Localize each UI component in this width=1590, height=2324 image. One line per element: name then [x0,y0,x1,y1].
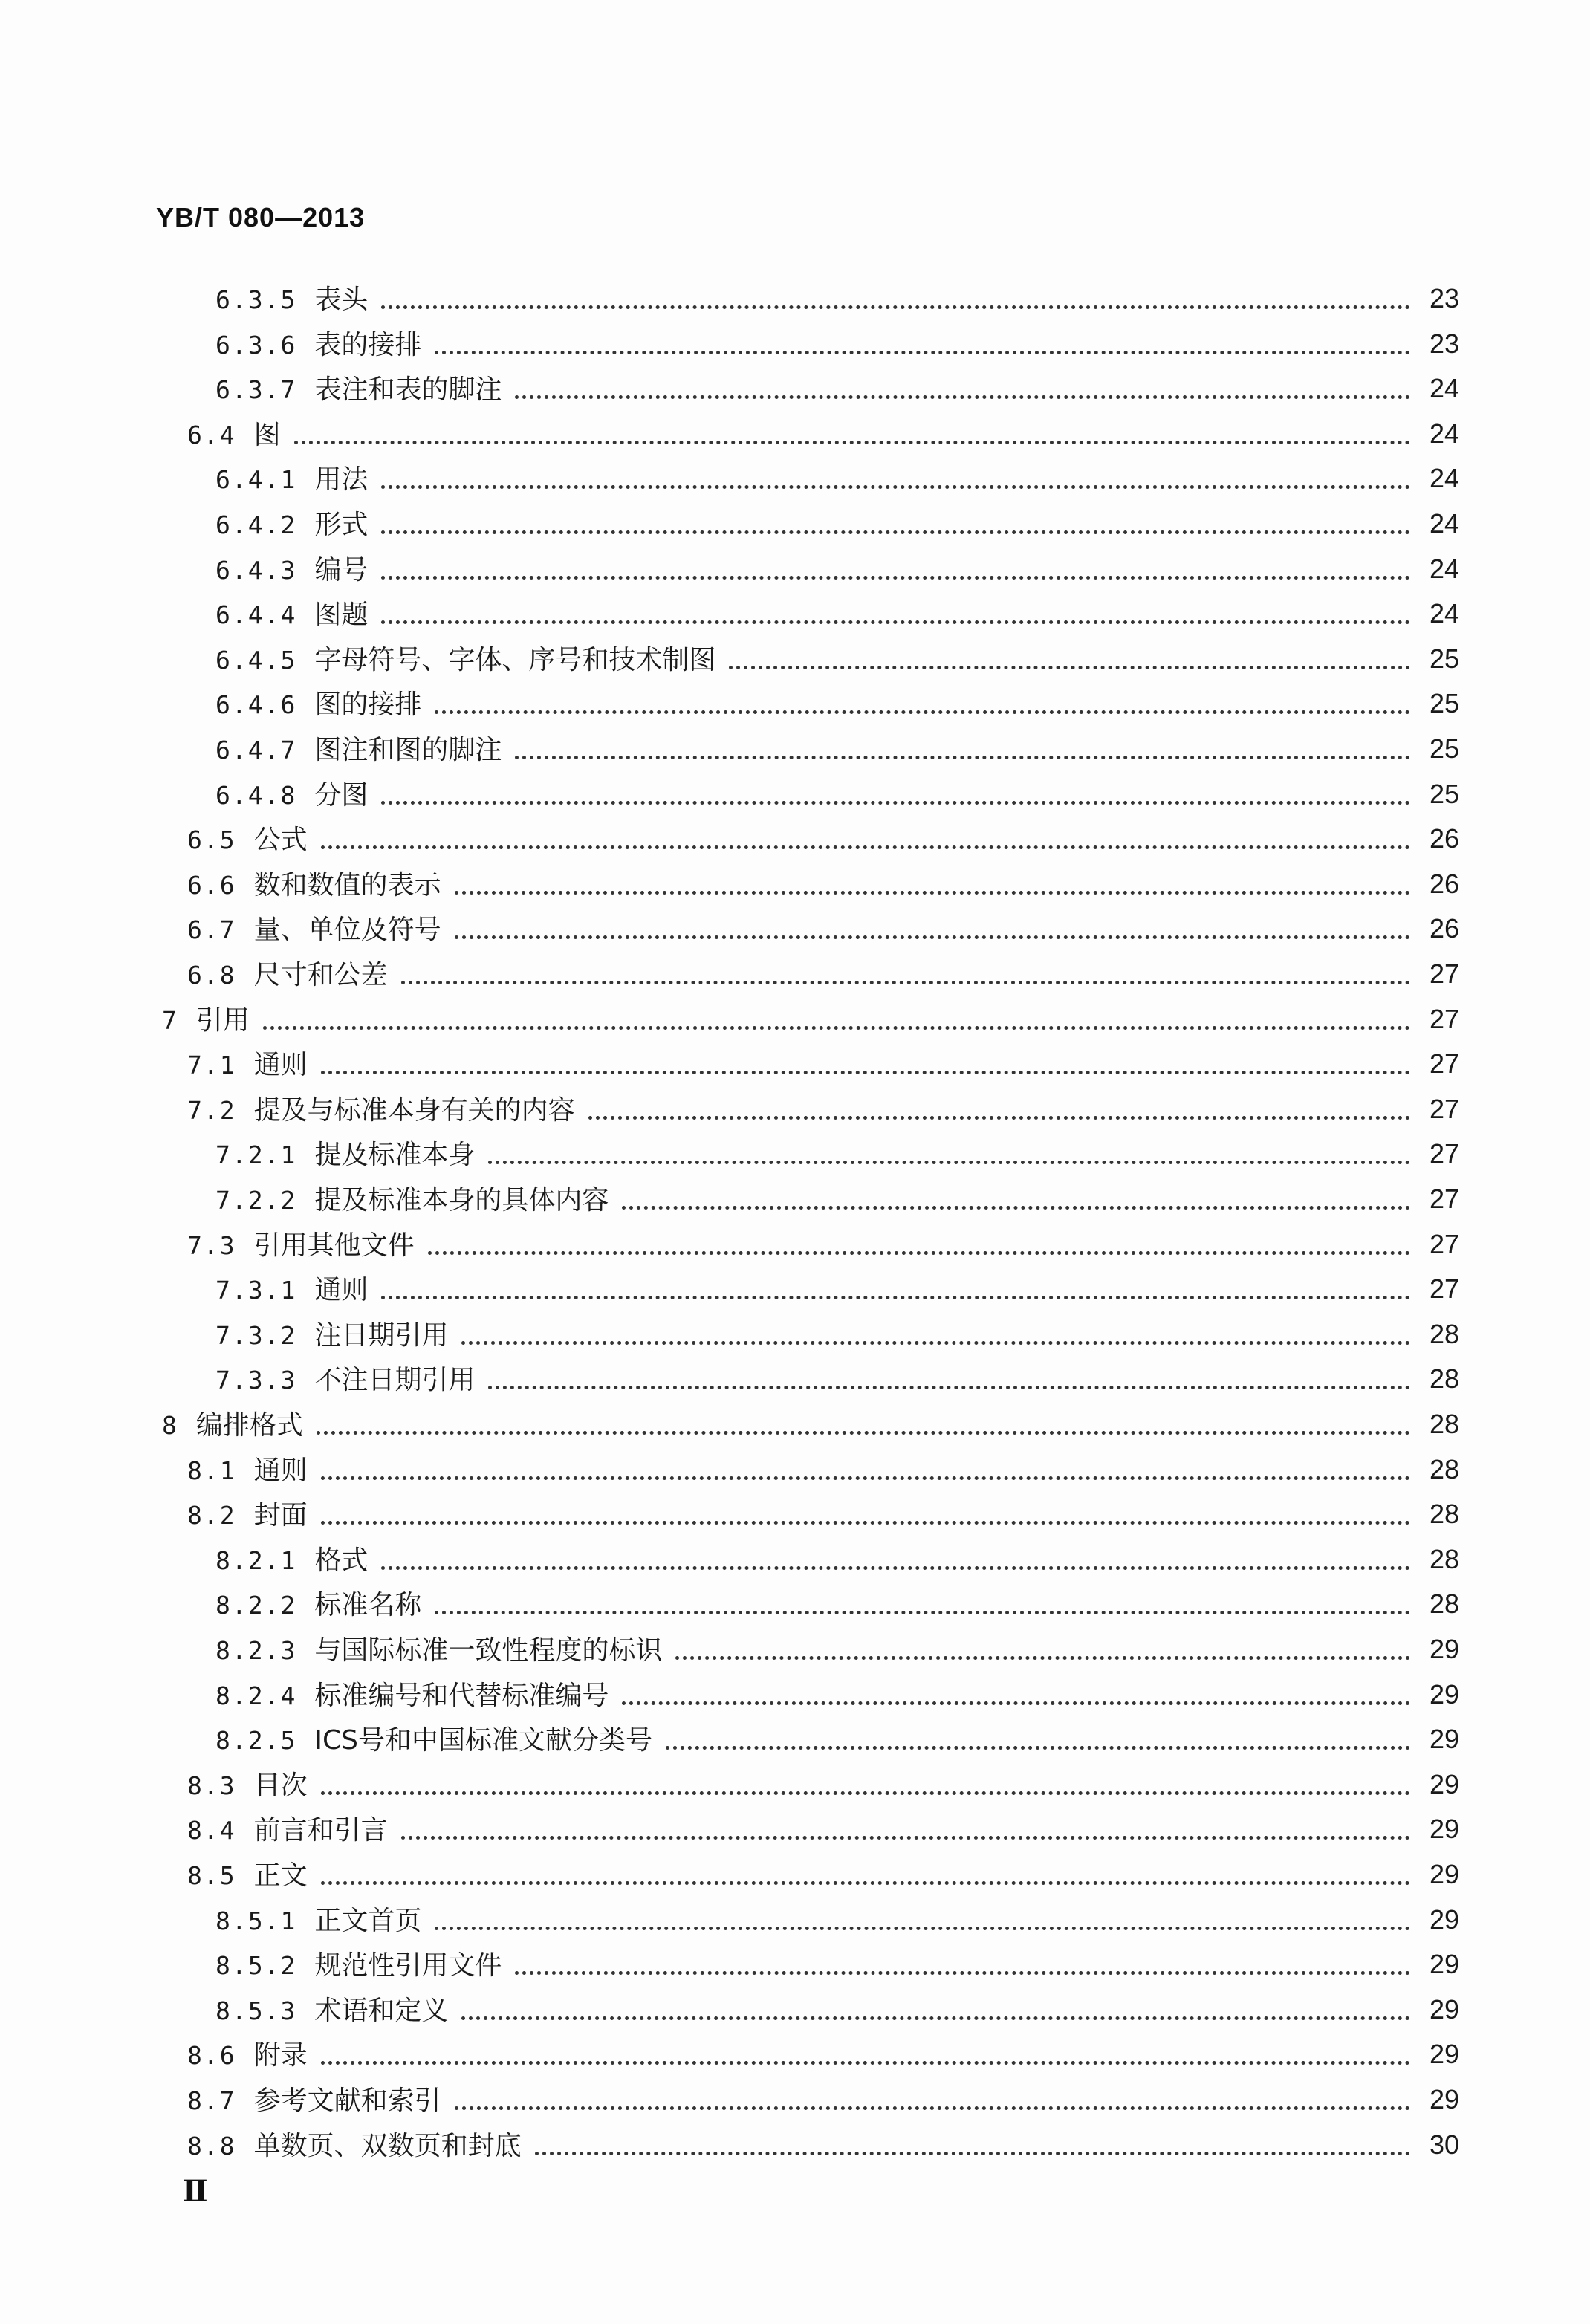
toc-entry-page: 26 [1429,868,1459,899]
toc-entry [187,1084,1459,1129]
toc-entry [215,453,1459,498]
toc-entry-number: 7.2.1 [215,1140,297,1170]
toc-entry-title: 格式 [314,1545,369,1576]
toc-entry-title: 编号 [314,554,369,585]
toc-entry [215,1939,1459,1984]
toc-entry [187,1444,1459,1489]
toc-dot-leader [435,1927,1410,1930]
toc-entry-page: 29 [1429,1768,1459,1799]
toc-entry [187,903,1459,948]
toc-entry-title: 表的接排 [314,329,422,360]
toc-dot-leader [381,530,1410,534]
toc-entry-title: 规范性引用文件 [314,1950,502,1981]
toc-dot-leader [263,1026,1410,1030]
toc-entry-page: 27 [1429,958,1459,989]
toc-dot-leader [435,710,1410,714]
toc-dot-leader [435,1611,1410,1614]
toc-entry-number: 8.8 [187,2131,236,2161]
toc-entry [215,363,1459,408]
toc-dot-leader [622,1701,1410,1705]
toc-entry-number: 6.5 [187,825,236,855]
toc-dot-leader [729,666,1410,669]
toc-entry-page: 24 [1429,553,1459,584]
toc-dot-leader [294,441,1410,444]
toc-dot-leader [675,1656,1410,1660]
toc-entry-title: 标准编号和代替标准编号 [314,1680,609,1711]
toc-entry-title: 图 [253,419,281,450]
toc-entry [215,1984,1459,2029]
toc-entry-number: 6.4.6 [215,690,297,720]
toc-entry-page: 29 [1429,1993,1459,2025]
toc-entry [187,1759,1459,1804]
toc-dot-leader [666,1746,1410,1750]
toc-entry-title: 单数页、双数页和封底 [253,2130,522,2161]
toc-entry-number: 6.4.3 [215,555,297,585]
toc-dot-leader [428,1251,1410,1255]
toc-dot-leader [488,1161,1410,1164]
toc-entry-number: 8.4 [187,1816,236,1846]
toc-dot-leader [455,2106,1410,2110]
toc-entry [187,2029,1459,2074]
toc-entry [215,678,1459,723]
toc-entry-page: 28 [1429,1453,1459,1484]
toc-dot-leader [515,756,1410,759]
toc-entry-title: 分图 [314,779,369,811]
toc-entry-page: 25 [1429,778,1459,809]
toc-dot-leader [535,2152,1410,2155]
toc-entry [215,634,1459,678]
toc-entry-title: 引用 [195,1004,250,1036]
toc-entry [215,319,1459,363]
toc-entry-title: 引用其他文件 [253,1230,415,1261]
toc-entry-title: 注日期引用 [314,1320,449,1351]
toc-entry-title: 图注和图的脚注 [314,735,502,765]
toc-dot-leader [381,576,1410,580]
toc-entry-title: 目次 [253,1770,308,1801]
toc-entry-page: 23 [1429,328,1459,359]
toc-entry-title: 用法 [314,464,369,496]
toc-entry-title: ICS号和中国标准文献分类号 [314,1725,652,1756]
toc-dot-leader [321,1476,1410,1480]
toc-entry-number: 6.4 [187,420,236,449]
toc-entry-title: 不注日期引用 [314,1365,476,1396]
toc-dot-leader [588,1116,1410,1120]
toc-entry-number: 7 [162,1005,178,1035]
toc-entry-page: 29 [1429,1859,1459,1889]
toc-dot-leader [461,2016,1410,2020]
toc-entry-number: 8.3 [187,1770,236,1800]
toc-entry-number: 6.4.4 [215,600,297,630]
toc-entry-page: 29 [1429,2084,1459,2114]
toc-dot-leader [321,1791,1410,1795]
toc-dot-leader [317,1431,1410,1435]
toc-entry-title: 提及标准本身的具体内容 [314,1185,609,1215]
toc-entry [187,814,1459,858]
toc-dot-leader [461,1341,1410,1345]
toc-entry [215,769,1459,814]
toc-entry-title: 附录 [253,2040,308,2071]
toc-entry-page: 28 [1429,1409,1459,1439]
toc-entry-number: 8.1 [187,1455,236,1485]
toc-entry [215,1624,1459,1669]
toc-entry [215,1579,1459,1623]
toc-entry-page: 24 [1429,373,1459,404]
toc-entry-page: 24 [1429,418,1459,449]
toc-entry-title: 通则 [253,1050,308,1081]
toc-entry [187,1849,1459,1894]
toc-dot-leader [622,1206,1410,1210]
toc-entry-number: 6.4.7 [215,736,297,765]
toc-entry [215,588,1459,633]
toc-entry-number: 6.4.2 [215,510,297,539]
toc-entry [215,1129,1459,1173]
toc-entry-page: 29 [1429,1814,1459,1845]
toc-entry-title: 封面 [253,1500,308,1531]
toc-entry-number: 7.1 [187,1051,236,1080]
toc-entry-title: 公式 [253,825,308,856]
toc-entry-title: 编排格式 [195,1410,303,1441]
toc-entry-title: 表头 [314,285,369,315]
toc-entry-page: 24 [1429,598,1459,629]
toc-entry-page: 24 [1429,508,1459,539]
toc-entry-page: 29 [1429,1903,1459,1935]
toc-entry-page: 28 [1429,1363,1459,1395]
toc-entry-number: 8.5 [187,1861,236,1890]
toc-entry-page: 28 [1429,1499,1459,1530]
toc-entry-page: 27 [1429,1273,1459,1305]
toc-entry-page: 24 [1429,463,1459,494]
toc-entry [215,544,1459,588]
toc-entry-number: 8.2.3 [215,1636,297,1665]
toc-dot-leader [381,305,1410,309]
toc-entry-title: 通则 [314,1275,369,1306]
toc-entry-title: 图题 [314,600,369,631]
toc-entry-title: 参考文献和索引 [253,2086,441,2116]
toc-entry-title: 提及与标准本身有关的内容 [253,1094,575,1126]
toc-entry [215,1264,1459,1308]
toc-entry-title: 字母符号、字体、序号和技术制图 [314,644,716,675]
toc-entry-page: 25 [1429,733,1459,764]
toc-entry-title: 正文 [253,1860,308,1891]
toc-entry [187,1489,1459,1533]
toc-entry [215,499,1459,543]
toc-entry-number: 7.3 [187,1230,236,1260]
toc-entry-number: 6.6 [187,870,236,900]
toc-entry-title: 前言和引言 [253,1815,388,1846]
toc-dot-leader [515,395,1410,399]
toc-entry-number: 6.3.6 [215,330,297,360]
toc-dot-leader [321,845,1410,849]
toc-dot-leader [321,2061,1410,2065]
standard-code: YB/T 080—2013 [156,202,366,233]
toc-entry [215,1309,1459,1354]
toc-entry-title: 通则 [253,1455,308,1486]
toc-dot-leader [515,1971,1410,1975]
toc-entry-page: 28 [1429,1588,1459,1620]
toc-entry [215,1895,1459,1939]
toc-entry-number: 8.2.1 [215,1545,297,1575]
toc-entry-title: 形式 [314,510,369,540]
toc-dot-leader [381,620,1410,624]
toc-entry-number: 6.3.7 [215,375,297,405]
toc-entry [187,1219,1459,1264]
toc-entry-page: 27 [1429,1184,1459,1214]
toc-entry [215,724,1459,768]
toc-entry-title: 术语和定义 [314,1995,449,2026]
toc-entry-page: 25 [1429,688,1459,719]
toc-entry-page: 27 [1429,1093,1459,1124]
toc-entry-page: 29 [1429,1634,1459,1664]
toc-entry [187,1039,1459,1083]
toc-entry-page: 26 [1429,823,1459,854]
toc-dot-leader [321,1071,1410,1074]
toc-dot-leader [381,1296,1410,1299]
toc-entry-number: 7.3.3 [215,1366,297,1395]
toc-entry-number: 8.5.3 [215,1996,297,2025]
toc-entry [187,2074,1459,2119]
toc-entry-number: 8.6 [187,2041,236,2071]
toc-entry-page: 27 [1429,1228,1459,1259]
toc-entry-page: 29 [1429,2039,1459,2070]
toc-entry-number: 6.4.8 [215,780,297,810]
toc-entry-page: 27 [1429,1138,1459,1169]
toc-entry-number: 7.2 [187,1095,236,1125]
toc-entry-title: 图的接排 [314,689,422,721]
toc-entry-page: 26 [1429,913,1459,944]
toc-entry-title: 表注和表的脚注 [314,374,502,406]
toc-entry-title: 正文首页 [314,1905,422,1936]
toc-entry-number: 6.7 [187,915,236,945]
toc-dot-leader [455,935,1410,939]
toc-entry-page: 28 [1429,1318,1459,1349]
toc-entry-number: 8.7 [187,2086,236,2115]
toc-entry [162,994,1459,1039]
toc-entry-number: 7.3.2 [215,1320,297,1350]
toc-entry-number: 6.4.1 [215,465,297,495]
toc-dot-leader [435,351,1410,354]
toc-entry [215,1174,1459,1218]
toc-entry-number: 8.2.2 [215,1591,297,1620]
toc-entry [215,1534,1459,1579]
toc-entry-page: 27 [1429,1048,1459,1080]
toc-entry-title: 量、单位及符号 [253,915,441,946]
toc-dot-leader [321,1521,1410,1525]
toc-entry-number: 8.2 [187,1501,236,1531]
toc-entry-page: 28 [1429,1543,1459,1574]
toc-entry [162,1399,1459,1444]
toc-entry [187,1804,1459,1849]
page-number: Ⅱ [183,2175,208,2208]
toc-entry-number: 6.8 [187,961,236,990]
toc-dot-leader [401,981,1410,984]
toc-entry-title: 标准名称 [314,1590,422,1621]
toc-entry-title: 数和数值的表示 [253,869,441,900]
toc-entry-number: 8.2.4 [215,1681,297,1710]
toc-dot-leader [455,891,1410,895]
toc-entry-page: 27 [1429,1003,1459,1034]
toc-dot-leader [401,1836,1410,1840]
toc-dot-leader [488,1386,1410,1389]
toc-entry [215,1354,1459,1398]
toc-entry-page: 29 [1429,1949,1459,1980]
toc-entry-page: 29 [1429,1678,1459,1710]
toc-entry-number: 7.3.1 [215,1276,297,1305]
toc-entry [215,1714,1459,1759]
toc-entry [187,859,1459,903]
toc-entry [187,2120,1459,2164]
toc-entry-title: 提及标准本身 [314,1140,476,1171]
toc-entry-number: 8 [162,1411,178,1440]
toc-entry [187,949,1459,993]
toc-entry [215,273,1459,318]
toc-entry-number: 7.2.2 [215,1186,297,1215]
toc-entry-page: 29 [1429,1724,1459,1755]
toc-dot-leader [381,485,1410,489]
toc-entry-page: 25 [1429,643,1459,674]
toc-dot-leader [381,1566,1410,1570]
toc-entry-number: 6.4.5 [215,645,297,675]
toc-dot-leader [321,1881,1410,1885]
toc-entry-number: 8.2.5 [215,1726,297,1756]
toc-dot-leader [381,801,1410,805]
toc-entry [187,409,1459,453]
toc-entry-page: 23 [1429,283,1459,314]
toc-entry-number: 8.5.2 [215,1951,297,1981]
toc-entry-page: 30 [1429,2129,1459,2160]
toc-entry-number: 6.3.5 [215,285,297,314]
toc-entry-title: 尺寸和公差 [253,960,388,990]
toc-entry [215,1669,1459,1714]
toc-entry-number: 8.5.1 [215,1906,297,1935]
toc-entry-title: 与国际标准一致性程度的标识 [314,1635,663,1666]
